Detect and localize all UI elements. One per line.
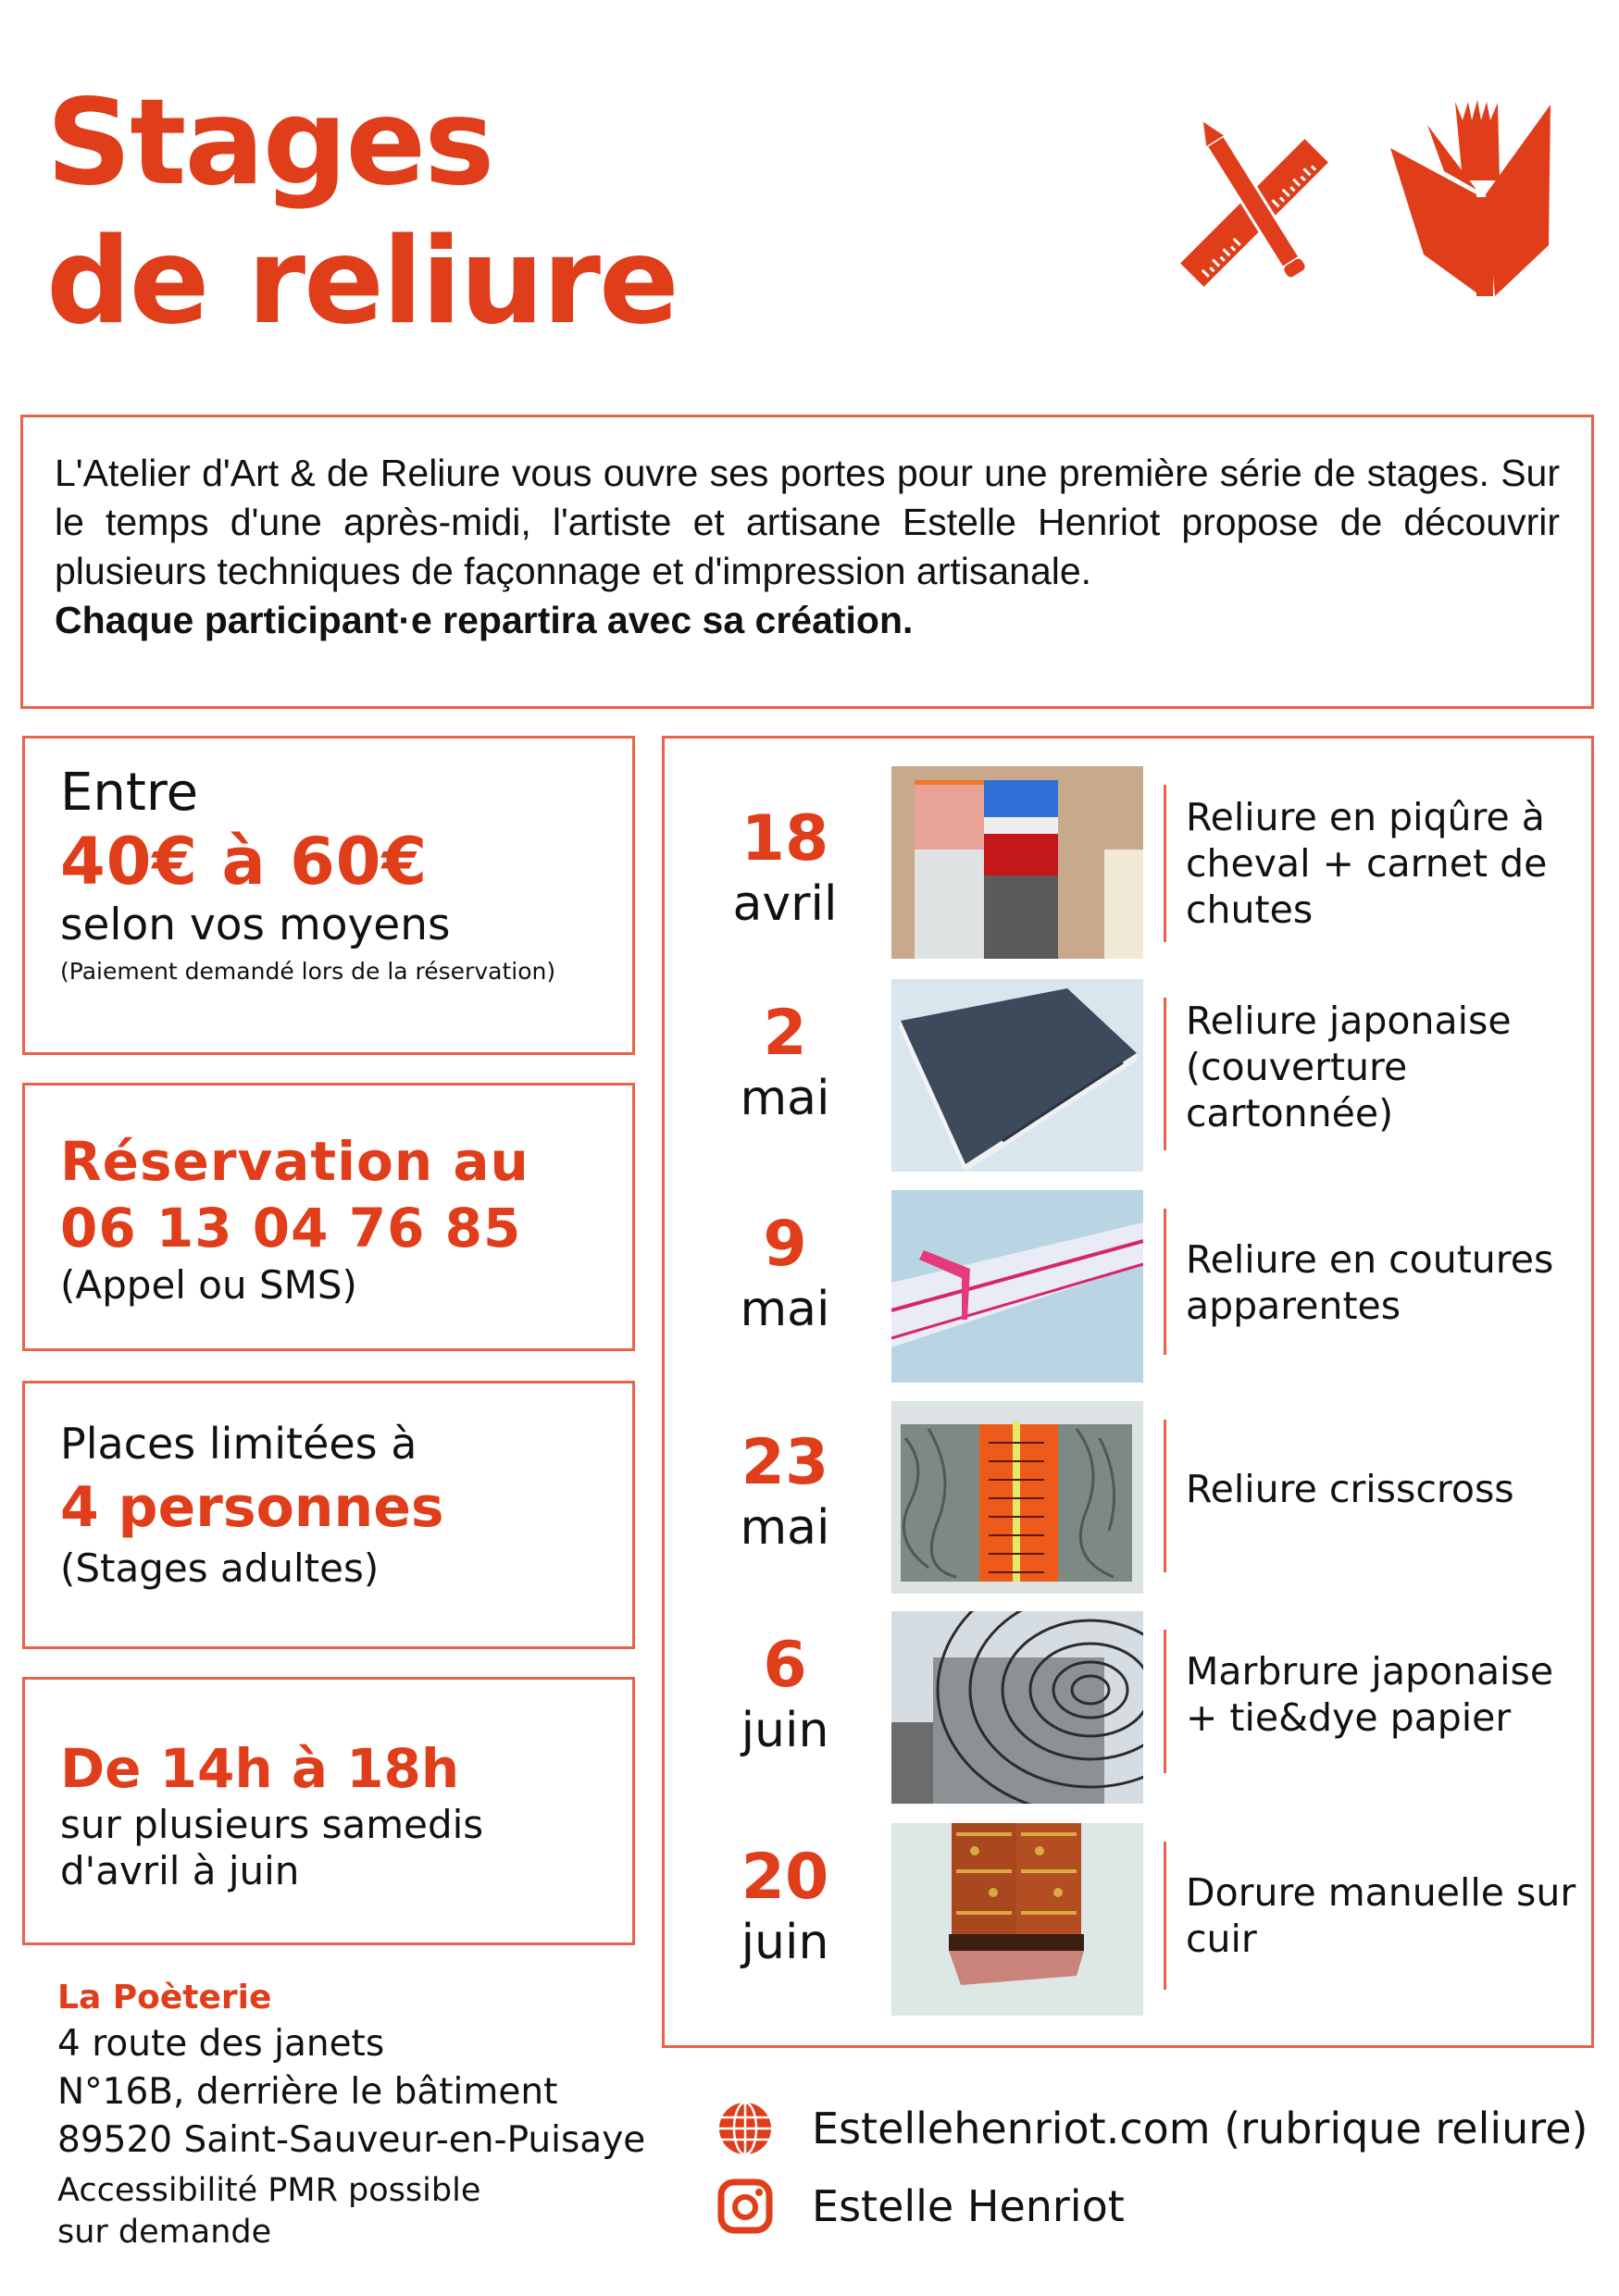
- colorful-booklet-photo: [891, 766, 1143, 959]
- capacity-box: [22, 1381, 635, 1649]
- session-month: mai: [740, 1282, 830, 1337]
- schedule-row: [665, 1401, 1591, 1595]
- suminagashi-paper-photo: [891, 1611, 1143, 1804]
- session-title: Dorure manuelle sur cuir: [1186, 1870, 1576, 1961]
- session-month: avril: [732, 876, 838, 932]
- capacity-value: 4 personnes: [60, 1475, 444, 1540]
- price-note: (Paiement demandé lors de la réservation): [60, 958, 556, 985]
- website-contact[interactable]: [717, 2101, 1588, 2156]
- intro-text: L'Atelier d'Art & de Reliure vous ouvre ses portes pour une première série de stages. Sur le temps d'une après-midi, l'artiste et artisane Estelle Henriot propose de découvrir plusieurs techniques de façonnage et d'impression artisanale.: [55, 452, 1560, 592]
- session-day: 20: [741, 1841, 829, 1914]
- japanese-bound-book-photo: [891, 979, 1143, 1172]
- booking-note: (Appel ou SMS): [60, 1262, 357, 1308]
- exposed-stitch-book-photo: [891, 1190, 1143, 1383]
- booking-label: Réservation au: [60, 1130, 529, 1193]
- accessibility-line-2: sur demande: [57, 2214, 272, 2251]
- hours-box: [22, 1677, 635, 1945]
- booking-phone[interactable]: 06 13 04 76 85: [60, 1197, 522, 1260]
- intro-highlight: Chaque participant·e repartira avec sa création.: [55, 599, 914, 641]
- session-day: 9: [763, 1208, 807, 1281]
- intro-box: [20, 415, 1594, 709]
- globe-icon: [717, 2101, 773, 2156]
- address-line-1: 4 route des janets: [57, 2023, 385, 2065]
- venue-name: La Poèterie: [57, 1979, 272, 2017]
- instagram-icon: [717, 2178, 773, 2234]
- instagram-handle[interactable]: Estelle Henriot: [812, 2181, 1125, 2231]
- address-block: [57, 1976, 645, 2253]
- price-box: [22, 736, 635, 1055]
- session-date: [702, 1209, 868, 1338]
- session-title: Marbrure japonaise + tie&dye papier: [1186, 1649, 1554, 1740]
- session-date: [702, 1427, 868, 1557]
- row-separator: [1164, 998, 1166, 1150]
- row-separator: [1164, 1630, 1166, 1773]
- schedule-panel: [662, 736, 1594, 2048]
- website-link[interactable]: Estellehenriot.com (rubrique reliure): [812, 2104, 1588, 2153]
- open-book-icon: [1389, 97, 1555, 301]
- row-separator: [1164, 1420, 1166, 1572]
- crisscross-marbled-book-photo: [891, 1401, 1143, 1594]
- capacity-note: (Stages adultes): [60, 1545, 380, 1591]
- schedule-row: [665, 1823, 1591, 2017]
- session-title: Reliure en coutures apparentes: [1186, 1237, 1554, 1328]
- session-date: [702, 998, 868, 1127]
- session-day: 6: [763, 1629, 807, 1702]
- pencil-ruler-icon: [1162, 111, 1347, 296]
- row-separator: [1164, 1209, 1166, 1355]
- session-month: juin: [741, 1703, 829, 1758]
- accessibility-line-1: Accessibilité PMR possible: [57, 2172, 481, 2209]
- title-line-1: Stages: [46, 74, 493, 212]
- instagram-contact[interactable]: [717, 2178, 1125, 2234]
- session-day: 18: [741, 802, 829, 875]
- session-title: Reliure en piqûre à cheval + carnet de chutes: [1186, 795, 1548, 932]
- session-date: [702, 1842, 868, 1971]
- session-title: Reliure crisscross: [1186, 1467, 1514, 1511]
- session-month: mai: [740, 1071, 830, 1126]
- schedule-row: [665, 766, 1591, 961]
- hours-line-1: sur plusieurs samedis: [60, 1802, 484, 1847]
- session-month: juin: [741, 1915, 829, 1970]
- session-date: [702, 803, 868, 933]
- capacity-label: Places limitées à: [60, 1419, 417, 1469]
- row-separator: [1164, 1842, 1166, 1990]
- gilded-leather-spines-photo: [891, 1823, 1143, 2016]
- schedule-row: [665, 979, 1591, 1173]
- booking-box: [22, 1083, 635, 1351]
- price-label: Entre: [60, 763, 199, 823]
- hours-line-2: d'avril à juin: [60, 1848, 300, 1893]
- price-range: 40€ à 60€: [60, 824, 429, 900]
- address-line-2: N°16B, derrière le bâtiment: [57, 2071, 558, 2113]
- session-day: 23: [741, 1426, 829, 1499]
- schedule-row: [665, 1611, 1591, 1806]
- session-date: [702, 1630, 868, 1759]
- price-subtitle: selon vos moyens: [60, 900, 451, 950]
- address-line-3: 89520 Saint-Sauveur-en-Puisaye: [57, 2119, 646, 2161]
- title-line-2: de reliure: [46, 213, 678, 351]
- session-title: Reliure japonaise (couverture cartonnée): [1186, 999, 1512, 1136]
- hours-value: De 14h à 18h: [60, 1737, 460, 1800]
- session-day: 2: [763, 997, 807, 1070]
- row-separator: [1164, 785, 1166, 942]
- session-month: mai: [740, 1500, 830, 1556]
- page-title: [46, 74, 678, 352]
- schedule-row: [665, 1190, 1591, 1384]
